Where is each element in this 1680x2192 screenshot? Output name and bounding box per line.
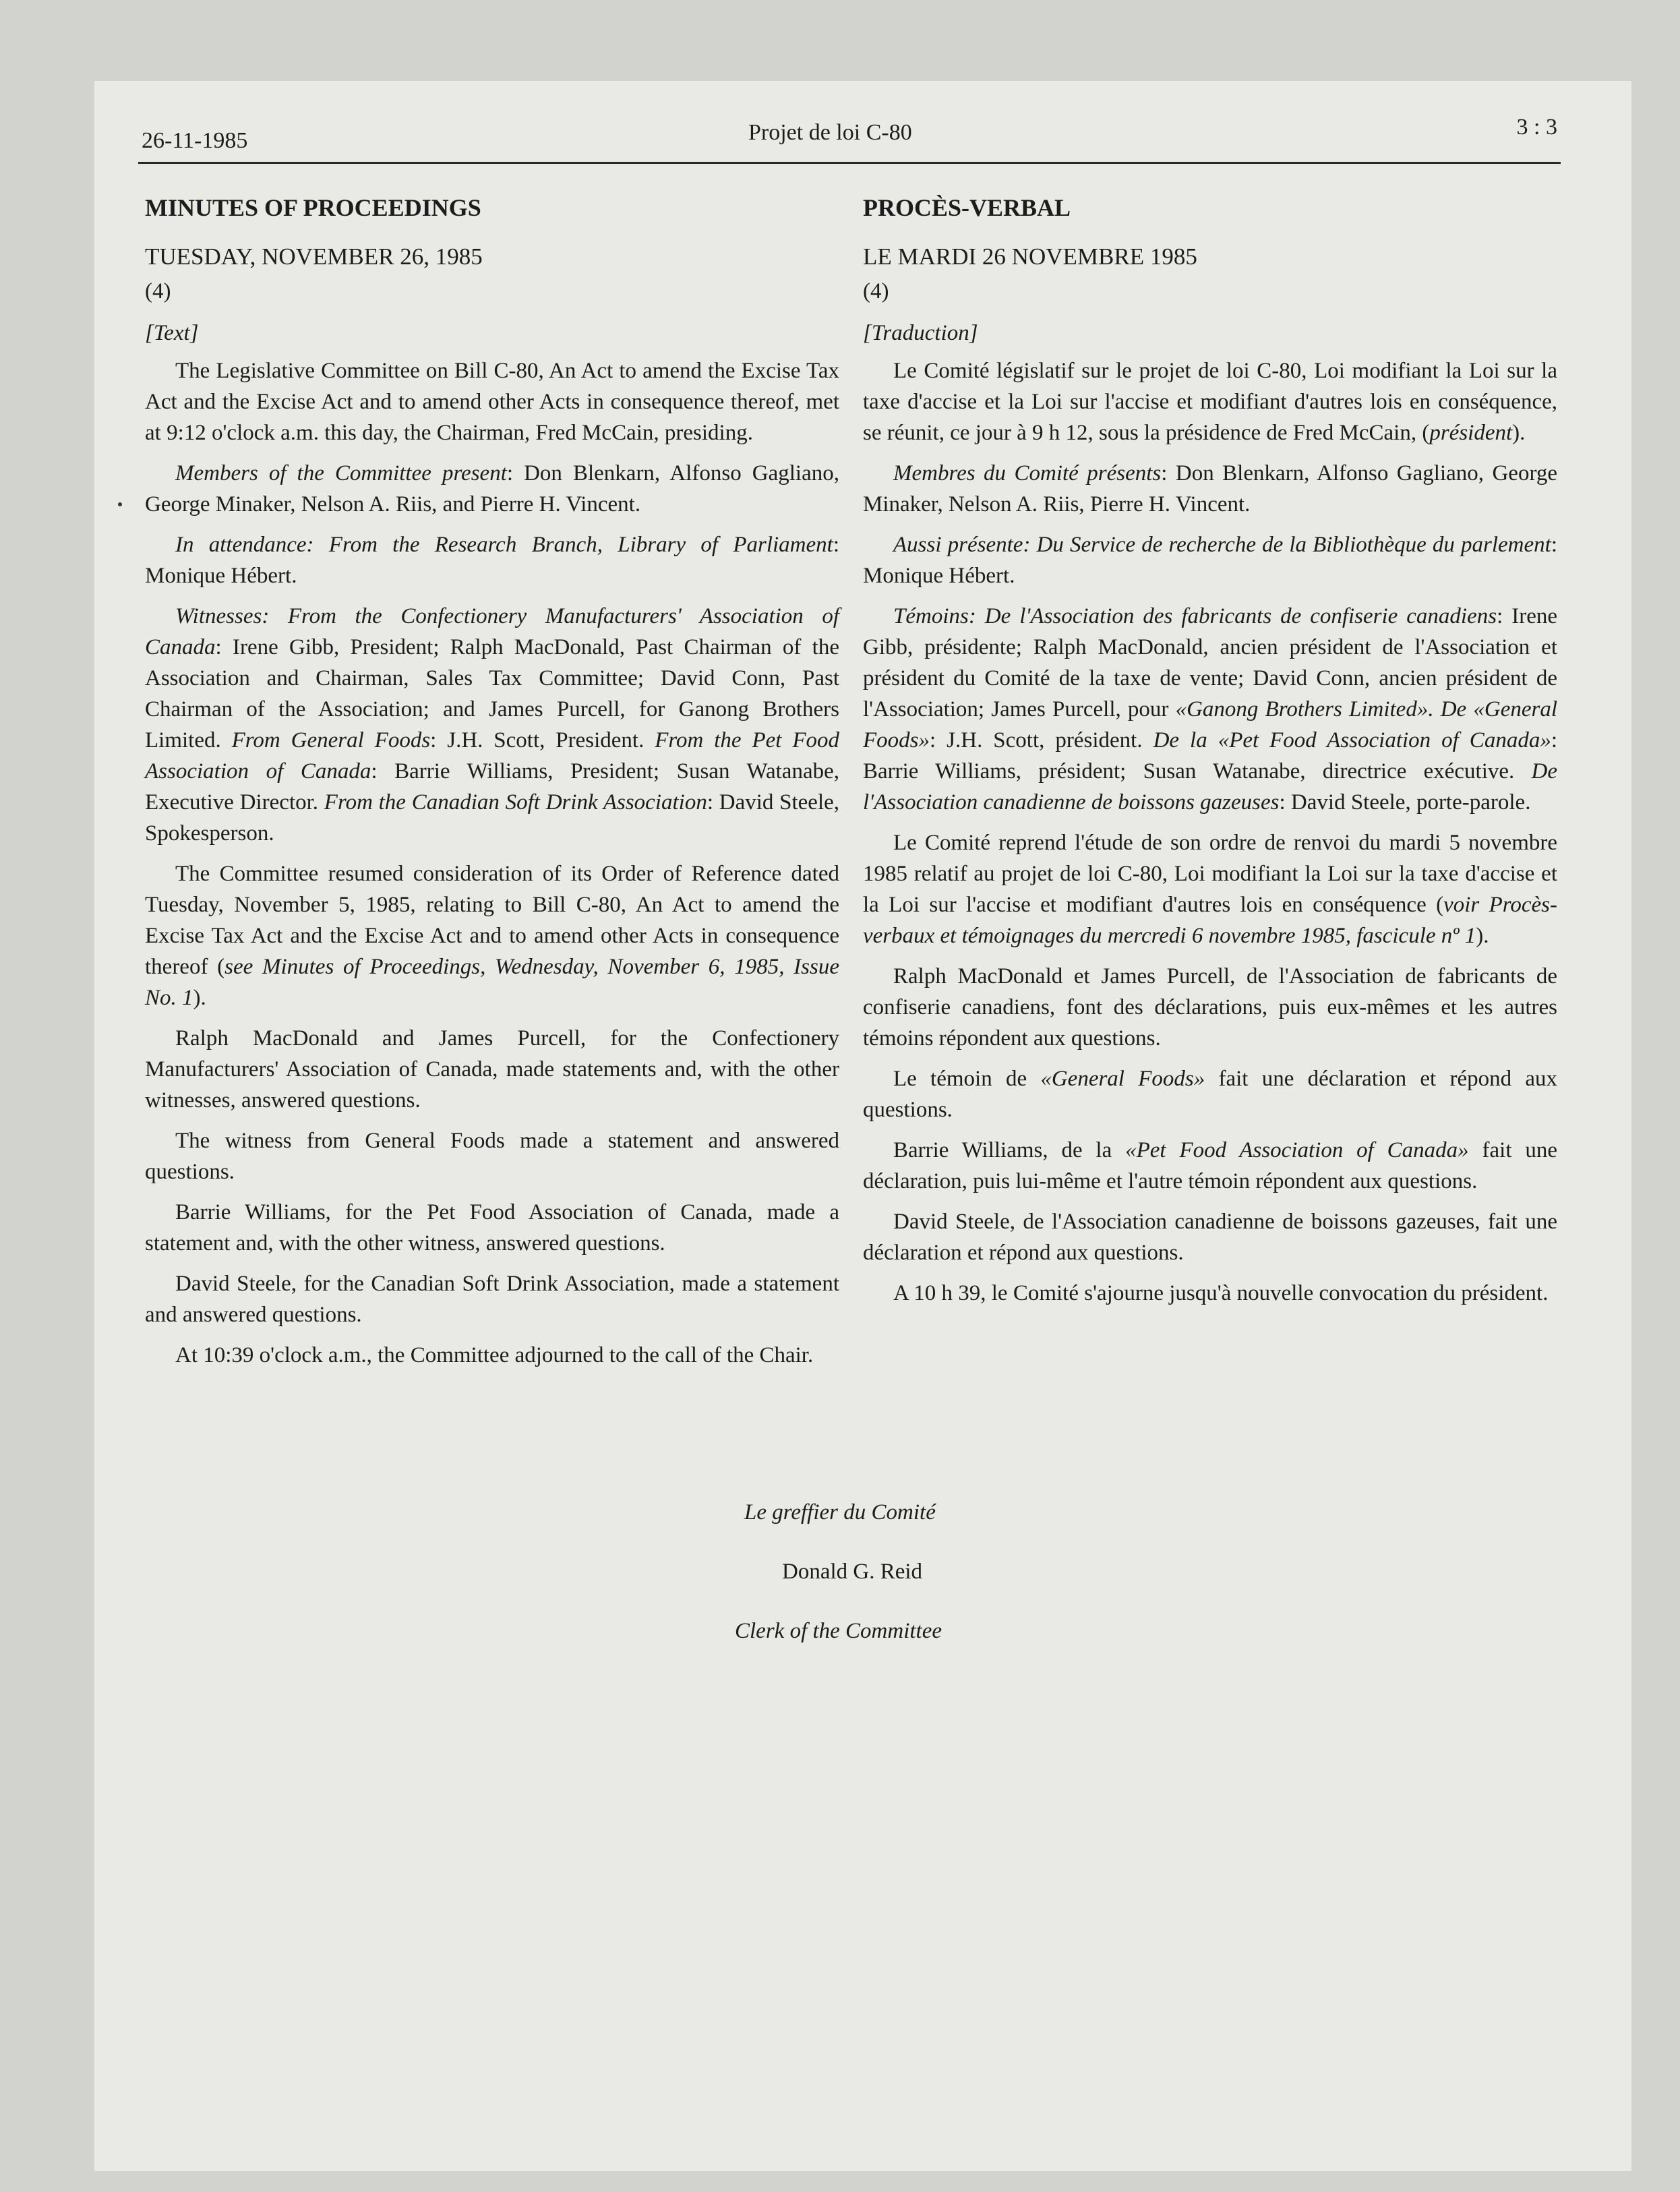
statement-paragraph-4-fr: David Steele, de l'Association canadienne de boissons gazeuses, fait une déclaration et répond aux questions. (863, 1210, 1557, 1265)
header-date: 26-11-1985 (142, 128, 248, 153)
attendance-paragraph: In attendance: From the Research Branch, Library of Parliament: Monique Hébert. (145, 533, 839, 588)
members-paragraph-fr: Membres du Comité présents: Don Blenkarn, Alfonso Gagliano, George Minaker, Nelson A. Riis, Pierre H. Vincent. (863, 461, 1557, 516)
opening-paragraph-fr: Le Comité législatif sur le projet de loi C-80, Loi modifiant la Loi sur la taxe d'accise et la Loi sur l'accise et modifiant d'autres lois en conséquence, se réunit, ce jour à 9 h 12, sous la présidence de Fred McCain, (président). (863, 359, 1557, 445)
header-page-number: 3 : 3 (1516, 115, 1557, 140)
members-paragraph: Members of the Committee present: Don Blenkarn, Alfonso Gagliano, George Minaker, Nelson A. Riis, and Pierre H. Vincent. (145, 461, 839, 516)
header-title: Projet de loi C-80 (748, 120, 912, 145)
adjournment-paragraph: At 10:39 o'clock a.m., the Committee adjourned to the call of the Chair. (175, 1343, 814, 1367)
clerk-title-fr: Le greffier du Comité (744, 1500, 936, 1524)
clerk-title-en: Clerk of the Committee (735, 1619, 942, 1643)
statement-paragraph-3-fr: Barrie Williams, de la «Pet Food Association of Canada» fait une déclaration, puis lui-même et l'autre témoin répondent aux questions. (863, 1138, 1557, 1193)
header-rule (138, 162, 1561, 164)
text-tag: [Text] (145, 321, 199, 345)
french-column (863, 192, 1557, 1314)
adjournment-paragraph-fr: A 10 h 39, le Comité s'ajourne jusqu'à nouvelle convocation du président. (893, 1281, 1549, 1305)
order-of-reference-paragraph-fr: Le Comité reprend l'étude de son ordre de renvoi du mardi 5 novembre 1985 relatif au projet de loi C-80, Loi modifiant la Loi sur la taxe d'accise et la Loi sur l'accise et modifiant d'autres lois en conséquence (voir Procès-verbaux et témoignages du mercredi 6 novembre 1985, fascicule nº 1). (863, 831, 1557, 948)
statement-paragraph-1: Ralph MacDonald and James Purcell, for the Confectionery Manufacturers' Association of Canada, made statements and, with the other witnesses, answered questions. (145, 1026, 839, 1113)
english-column (145, 192, 839, 1376)
attendance-paragraph-fr: Aussi présente: Du Service de recherche de la Bibliothèque du parlement: Monique Hébert. (863, 533, 1557, 588)
proces-verbal-heading: PROCÈS-VERBAL (863, 194, 1071, 221)
witnesses-paragraph: Witnesses: From the Confectionery Manufacturers' Association of Canada: Irene Gibb, President; Ralph MacDonald, Past Chairman of the Association and Chairman, Sales Tax Committee; David Conn, Past Chairman of the Association; and James Purcell, for Ganong Brothers Limited. From General Foods: J.H. Scott, President. From the Pet Food Association of Canada: Barrie Williams, President; Susan Watanabe, Executive Director. From the Canadian Soft Drink Association: David Steele, Spokesperson. (145, 604, 840, 846)
witnesses-paragraph-fr: Témoins: De l'Association des fabricants de confiserie canadiens: Irene Gibb, présidente; Ralph MacDonald, ancien président de l'Association et président du Comité de la taxe de vente; David Conn, ancien président de l'Association; James Purcell, pour «Ganong Brothers Limited». De «General Foods»: J.H. Scott, président. De la «Pet Food Association of Canada»: Barrie Williams, président; Susan Watanabe, directrice exécutive. De l'Association canadienne de boissons gazeuses: David Steele, porte-parole. (863, 604, 1557, 814)
meeting-date-fr: LE MARDI 26 NOVEMBRE 1985 (863, 243, 1197, 270)
statement-paragraph-2: The witness from General Foods made a statement and answered questions. (145, 1129, 839, 1184)
margin-mark (118, 502, 122, 506)
meeting-number-fr: (4) (863, 279, 889, 303)
statement-paragraph-1-fr: Ralph MacDonald et James Purcell, de l'Association de fabricants de confiserie canadiens, font des déclarations, puis eux-mêmes et les autres témoins répondent aux questions. (863, 964, 1557, 1050)
meeting-date: TUESDAY, NOVEMBER 26, 1985 (145, 243, 483, 270)
order-of-reference-paragraph: The Committee resumed consideration of its Order of Reference dated Tuesday, November 5, 1985, relating to Bill C-80, An Act to amend the Excise Tax Act and the Excise Act and to amend other Acts in consequence thereof (see Minutes of Proceedings, Wednesday, November 6, 1985, Issue No. 1). (145, 862, 839, 1010)
opening-paragraph: The Legislative Committee on Bill C-80, An Act to amend the Excise Tax Act and the Excise Act and to amend other Acts in consequence thereof, met at 9:12 o'clock a.m. this day, the Chairman, Fred McCain, presiding. (145, 359, 839, 445)
statement-paragraph-4: David Steele, for the Canadian Soft Drink Association, made a statement and answered questions. (145, 1272, 839, 1327)
meeting-number: (4) (145, 279, 171, 303)
page-header (142, 115, 1557, 167)
traduction-tag: [Traduction] (863, 321, 978, 345)
minutes-heading: MINUTES OF PROCEEDINGS (145, 194, 481, 221)
clerk-name: Donald G. Reid (782, 1560, 923, 1584)
statement-paragraph-2-fr: Le témoin de «General Foods» fait une déclaration et répond aux questions. (863, 1067, 1557, 1122)
statement-paragraph-3: Barrie Williams, for the Pet Food Association of Canada, made a statement and, with the other witness, answered questions. (145, 1200, 839, 1255)
